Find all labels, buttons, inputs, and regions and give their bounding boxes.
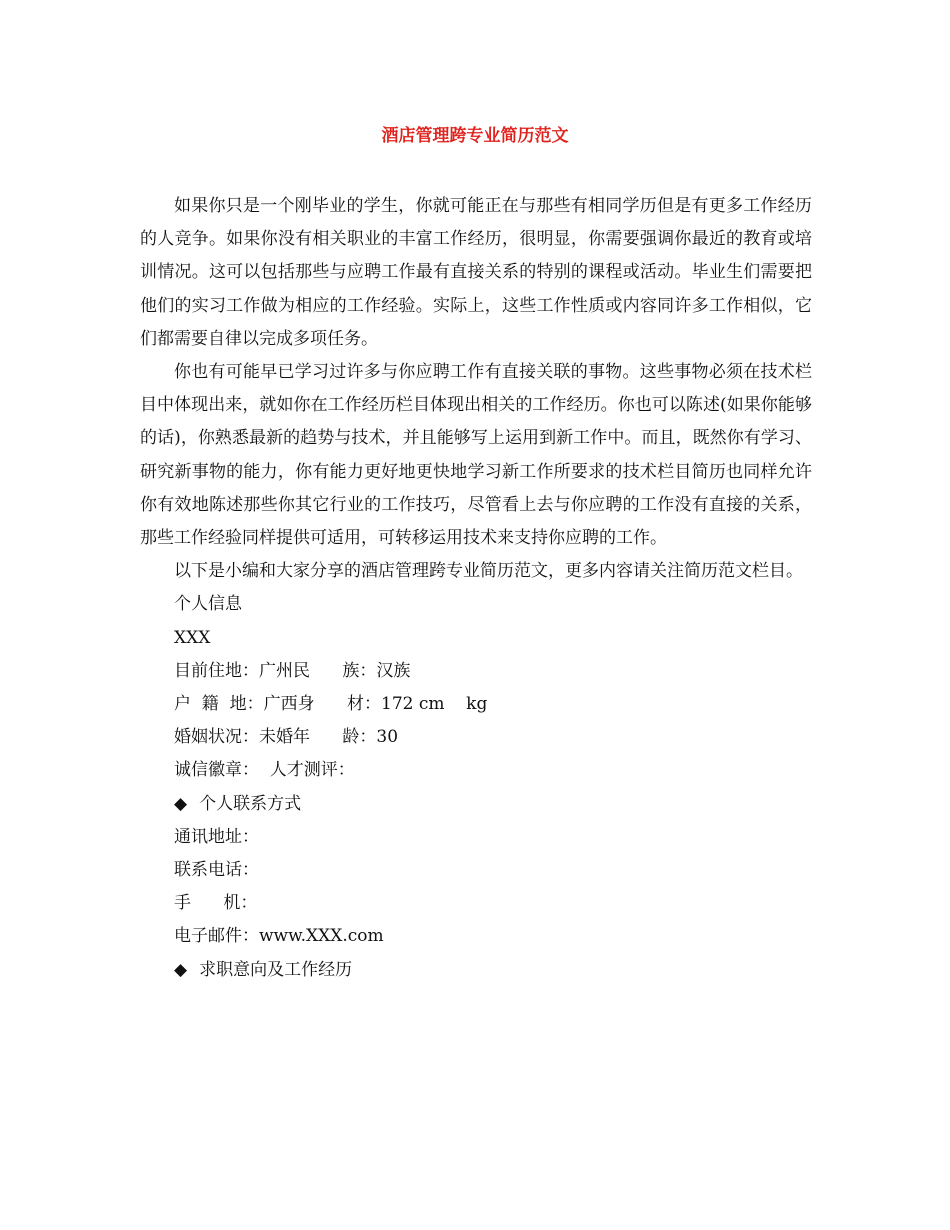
paragraph-share: 以下是小编和大家分享的酒店管理跨专业简历范文，更多内容请关注简历范文栏目。: [174, 561, 803, 582]
contact-section-heading: [140, 788, 812, 821]
info-name: XXX: [174, 627, 211, 648]
info-hukou: 户 籍 地：广西身 材：172 cm kg: [174, 694, 488, 715]
contact-phone: 联系电话：: [174, 860, 259, 881]
document-body: [140, 190, 812, 987]
contact-heading-label: 个人联系方式: [199, 793, 302, 814]
job-heading-label: 求职意向及工作经历: [199, 959, 353, 980]
job-section-heading: [140, 954, 812, 987]
contact-email: 电子邮件：www.XXX.com: [174, 926, 384, 947]
contact-address: 通讯地址：: [174, 826, 259, 847]
document-title: 酒店管理跨专业简历范文: [381, 126, 569, 146]
paragraph-skills: 你也有可能早已学习过许多与你应聘工作有直接关联的事物。这些事物必须在技术栏目中体现出来，就如你在工作经历栏目体现出相关的工作经历。你也可以陈述(如果你能够的话)，你熟悉最新的趋势与技术，并且能够写上运用到新工作中。而且，既然你有学习、研究新事物的能力，你有能力更好地更快地学习新工作所要求的技术栏目简历也同样允许你有效地陈述那些你其它行业的工作技巧，尽管看上去与你应聘的工作没有直接的关系，那些工作经验同样提供可适用，可转移运用技术来支持你应聘的工作。: [140, 362, 812, 549]
info-residence: 目前住地：广州民 族：汉族: [174, 660, 411, 681]
info-marital: 婚姻状况：未婚年 龄：30: [174, 727, 399, 748]
diamond-bullet-icon: ◆: [174, 793, 188, 814]
info-credit: 诚信徽章： 人才测评：: [174, 760, 355, 781]
contact-mobile: 手 机：: [174, 893, 258, 914]
diamond-bullet-icon: ◆: [174, 959, 188, 980]
paragraph-intro: 如果你只是一个刚毕业的学生，你就可能正在与那些有相同学历但是有更多工作经历的人竞争。如果你没有相关职业的丰富工作经历，很明显，你需要强调你最近的教育或培训情况。这可以包括那些与应聘工作最有直接关系的特别的课程或活动。毕业生们需要把他们的实习工作做为相应的工作经验。实际上，这些工作性质或内容同许多工作相似，它们都需要自律以完成多项任务。: [140, 196, 812, 349]
info-heading: 个人信息: [174, 594, 242, 615]
